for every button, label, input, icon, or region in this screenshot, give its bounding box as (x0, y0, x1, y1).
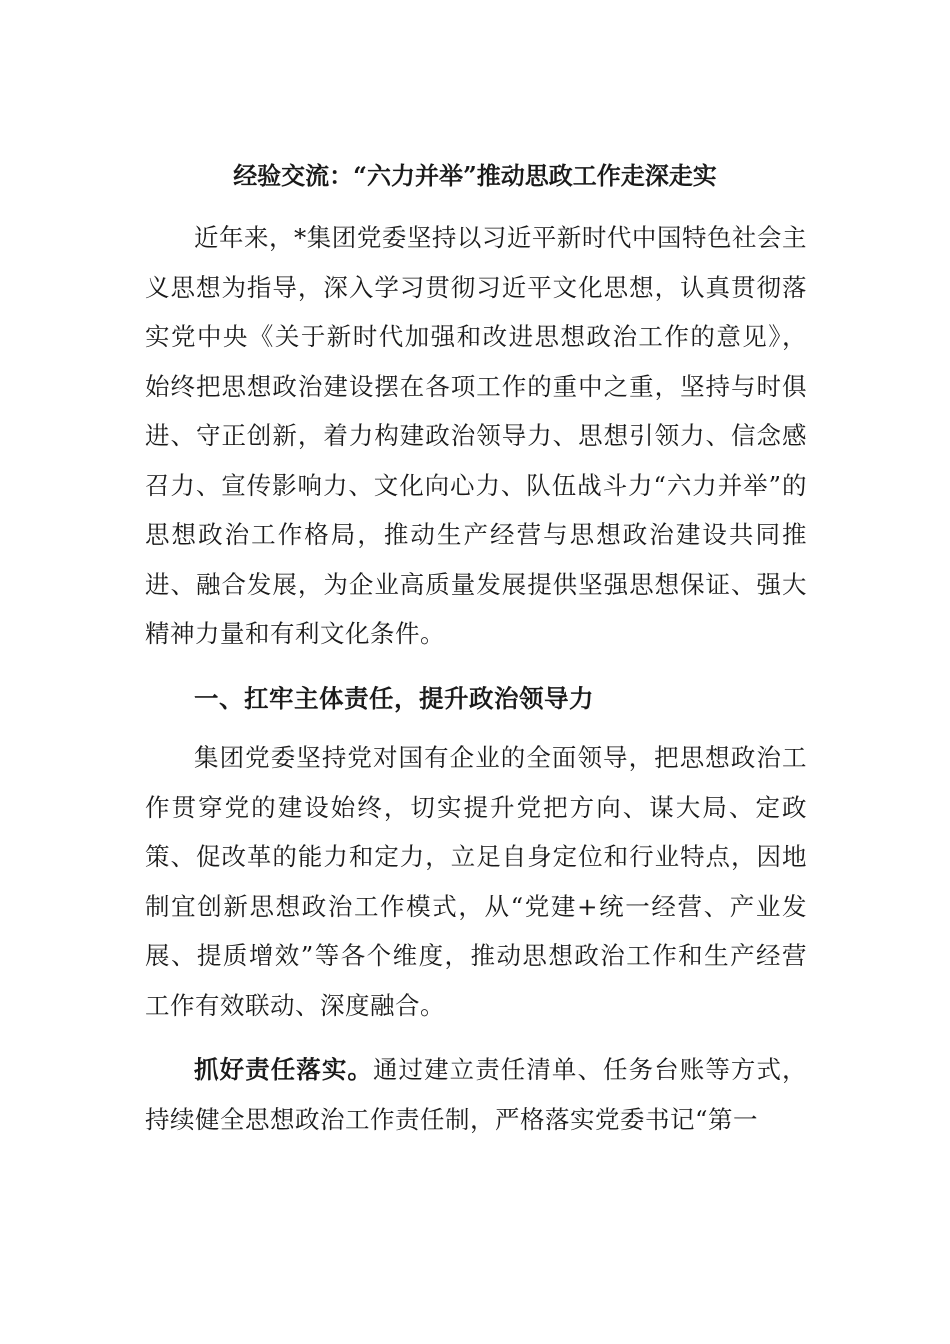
section-paragraph: 集团党委坚持党对国有企业的全面领导，把思想政治工作贯穿党的建设始终，切实提升党把方向、谋大局、定政策、促改革的能力和定力，立足自身定位和行业特点，因地制宜创新思想政治工作模式，从“党建+统一经营、产业发展、提质增效”等各个维度，推动思想政治工作和生产经营工作有效联动、深度融合。 (145, 743, 807, 1020)
document-title: 经验交流：“六力并举”推动思政工作走深走实 (233, 161, 717, 190)
paragraph-body: 通过建立责任清单、任务台账等方式，持续健全思想政治工作责任制，严格落实党委书记“第一 (145, 1055, 808, 1134)
paragraph-lead: 抓好责任落实。 (194, 1055, 373, 1084)
intro-paragraph: 近年来，*集团党委坚持以习近平新时代中国特色社会主义思想为指导，深入学习贯彻习近平文化思想，认真贯彻落实党中央《关于新时代加强和改进思想政治工作的意见》，始终把思想政治建设摆在各项工作的重中之重，坚持与时俱进、守正创新，着力构建政治领导力、思想引领力、信念感召力、宣传影响力、文化向心力、队伍战斗力“六力并举”的思想政治工作格局，推动生产经营与思想政治建设共同推进、融合发展，为企业高质量发展提供坚强思想保证、强大精神力量和有利文化条件。 (145, 223, 807, 648)
section-heading: 一、扛牢主体责任，提升政治领导力 (194, 684, 594, 713)
responsibility-paragraph (145, 1045, 807, 1144)
